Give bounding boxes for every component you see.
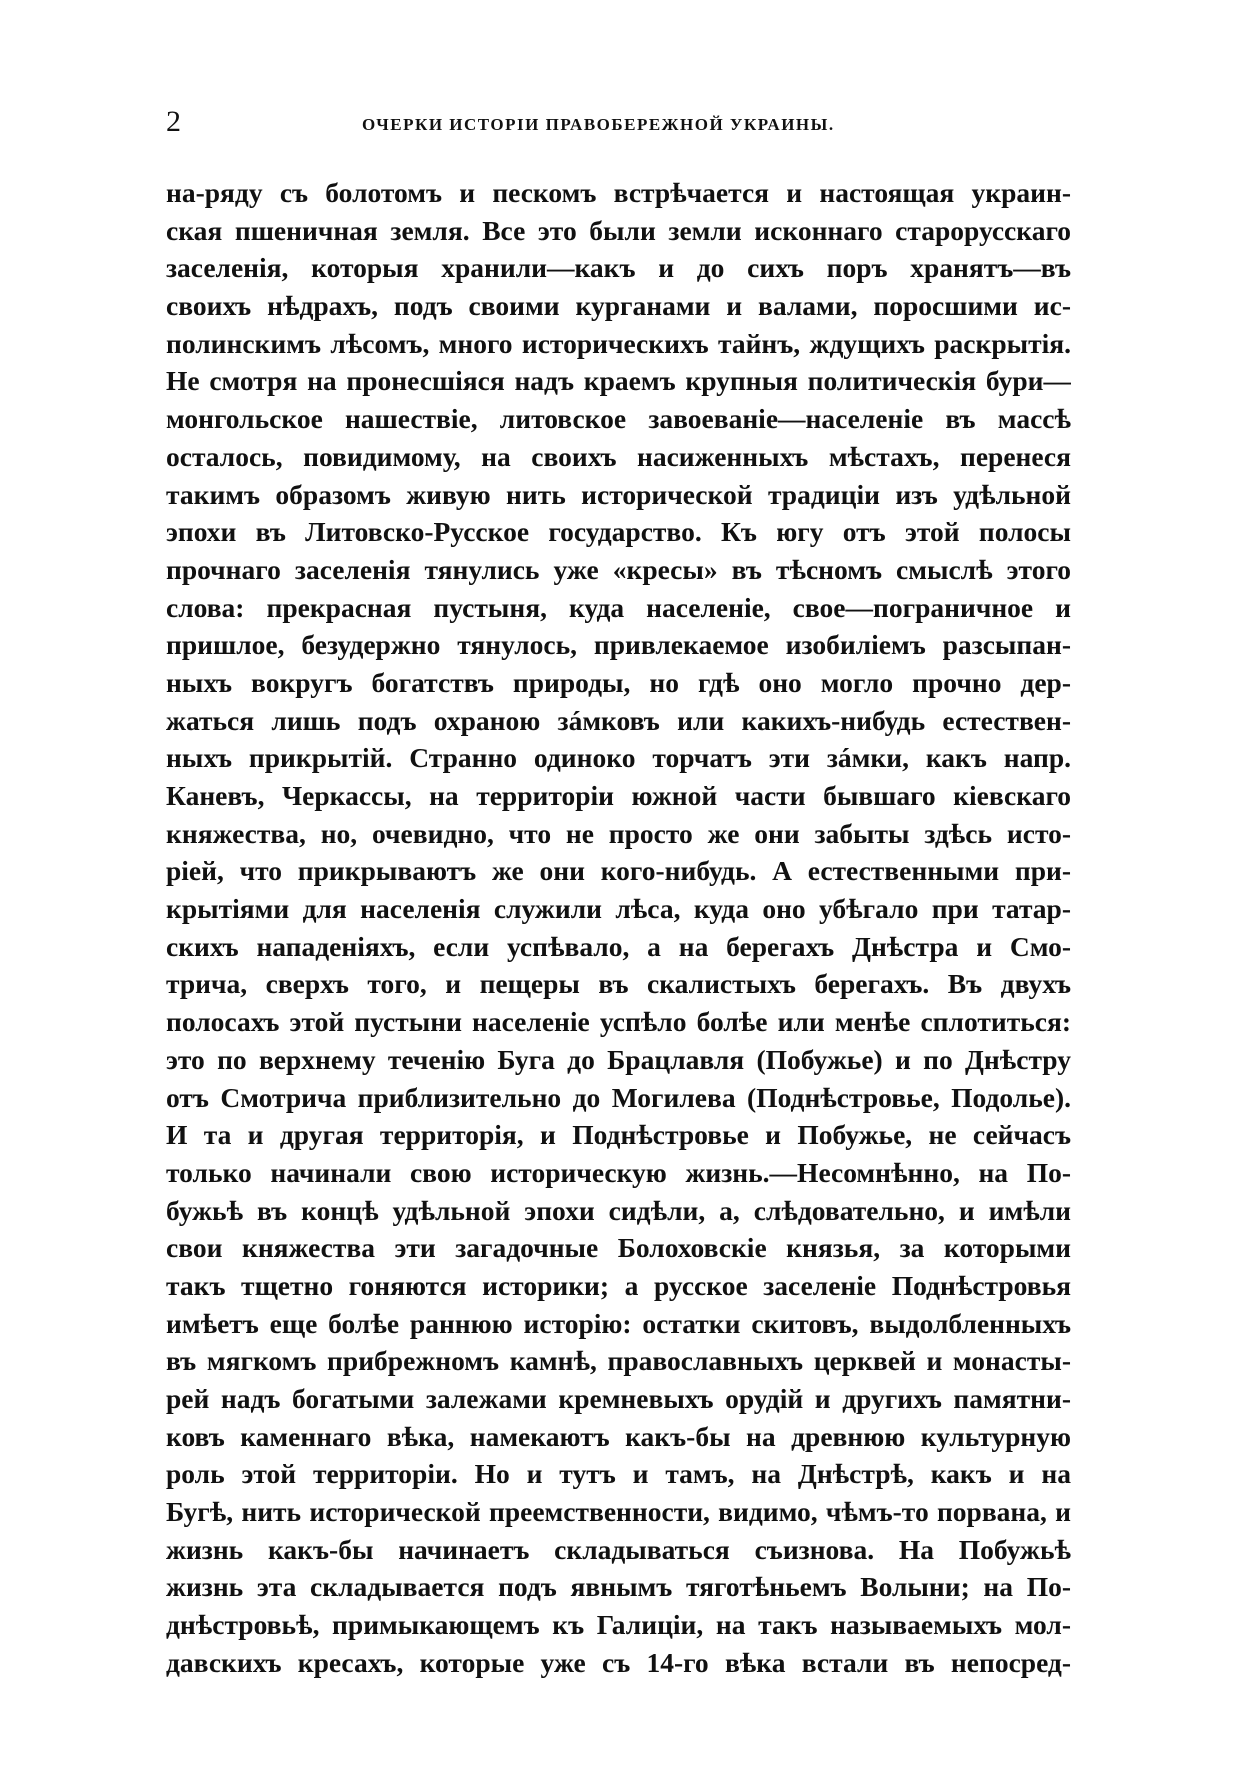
text-line: И та и другая территорія, и Поднѣстровье и Побужье, не сейчасъ (166, 1119, 1071, 1151)
text-line: такъ тщетно гоняются историки; а русское заселеніе Поднѣстровья (166, 1269, 1071, 1301)
text-line: полосахъ этой пустыни населеніе успѣло болѣе или менѣе сплотиться: (166, 1006, 1071, 1038)
text-line: заселенія, которыя хранили—какъ и до сихъ поръ хранятъ—въ (166, 252, 1071, 284)
text-line: княжества, но, очевидно, что не просто же они забыты здѣсь исто- (166, 817, 1071, 849)
text-line: монгольское нашествіе, литовское завоеваніе—населеніе въ массѣ (166, 403, 1071, 435)
text-line: Бугѣ, нить исторической преемственности, видимо, чѣмъ-то порвана, и (166, 1496, 1071, 1528)
running-head (166, 104, 1071, 148)
running-title: ОЧЕРКИ ИСТОРІИ ПРАВОБЕРЕЖНОЙ УКРАИНЫ. (362, 115, 835, 134)
text-line: жизнь какъ-бы начинаетъ складываться съизнова. На Побужьѣ (166, 1533, 1071, 1565)
text-line: осталось, повидимому, на своихъ насиженныхъ мѣстахъ, перенеся (166, 440, 1071, 472)
text-line: эпохи въ Литовско-Русское государство. Къ югу отъ этой полосы (166, 516, 1071, 548)
text-line: ныхъ прикрытій. Странно одиноко торчатъ эти зáмки, какъ напр. (166, 742, 1071, 774)
text-line: крытіями для населенія служили лѣса, куда оно убѣгало при татар- (166, 893, 1071, 925)
text-line: это по верхнему теченію Буга до Брацлавля (Побужье) и по Днѣстру (166, 1043, 1071, 1075)
text-line: отъ Смотрича приблизительно до Могилева (Поднѣстровье, Подолье). (166, 1081, 1071, 1113)
text-line: только начинали свою историческую жизнь.—Несомнѣнно, на По- (166, 1156, 1071, 1188)
text-line: жаться лишь подъ охраною зáмковъ или какихъ-нибудь естествен- (166, 704, 1071, 736)
text-line: скихъ нападеніяхъ, если успѣвало, а на берегахъ Днѣстра и Смо- (166, 930, 1071, 962)
text-line: прочнаго заселенія тянулись уже «кресы» въ тѣсномъ смыслѣ этого (166, 553, 1071, 585)
text-line: на-ряду съ болотомъ и пескомъ встрѣчается и настоящая украин- (166, 177, 1071, 208)
text-line: жизнь эта складывается подъ явнымъ тяготѣньемъ Волыни; на По- (166, 1571, 1071, 1603)
body-text (166, 174, 1071, 1682)
text-line: слова: прекрасная пустыня, куда населеніе, свое—пограничное и (166, 591, 1071, 623)
text-line: своихъ нѣдрахъ, подъ своими курганами и валами, поросшими ис- (166, 290, 1071, 322)
text-line: роль этой территоріи. Но и тутъ и тамъ, на Днѣстрѣ, какъ и на (166, 1458, 1071, 1490)
text-line: ковъ каменнаго вѣка, намекаютъ какъ-бы на древнюю культурную (166, 1420, 1071, 1452)
text-line: ныхъ вокругъ богатствъ природы, но гдѣ оно могло прочно дер- (166, 666, 1071, 698)
text-line: свои княжества эти загадочные Болоховскіе князья, за которыми (166, 1232, 1071, 1264)
text-line: бужьѣ въ концѣ удѣльной эпохи сидѣли, а, слѣдовательно, и имѣли (166, 1194, 1071, 1226)
text-line: въ мягкомъ прибрежномъ камнѣ, православныхъ церквей и монасты- (166, 1345, 1071, 1377)
text-line: ская пшеничная земля. Все это были земли исконнаго старорусскаго (166, 214, 1071, 246)
text-line: Каневъ, Черкассы, на территоріи южной части бывшаго кіевскаго (166, 780, 1071, 811)
page-number: 2 (166, 105, 181, 138)
text-line: такимъ образомъ живую нить исторической традиціи изъ удѣльной (166, 478, 1071, 510)
text-line: имѣетъ еще болѣе раннюю исторію: остатки скитовъ, выдолбленныхъ (166, 1307, 1071, 1339)
text-line: Не смотря на пронесшіяся надъ краемъ крупныя политическія бури— (166, 365, 1071, 397)
text-line: рей надъ богатыми залежами кремневыхъ орудій и другихъ памятни- (166, 1383, 1071, 1414)
text-line: ріей, что прикрываютъ же они кого-нибудь. А естественными при- (166, 855, 1071, 887)
text-line: давскихъ кресахъ, которые уже съ 14-го вѣка встали въ непосред- (166, 1646, 1071, 1678)
text-line: полинскимъ лѣсомъ, много историческихъ тайнъ, ждущихъ раскрытія. (166, 327, 1071, 359)
text-line: днѣстровьѣ, примыкающемъ къ Галиціи, на такъ называемыхъ мол- (166, 1609, 1071, 1641)
text-line: трича, сверхъ того, и пещеры въ скалистыхъ берегахъ. Въ двухъ (166, 968, 1071, 1000)
text-line: пришлое, безудержно тянулось, привлекаемое изобиліемъ разсыпан- (166, 629, 1071, 661)
